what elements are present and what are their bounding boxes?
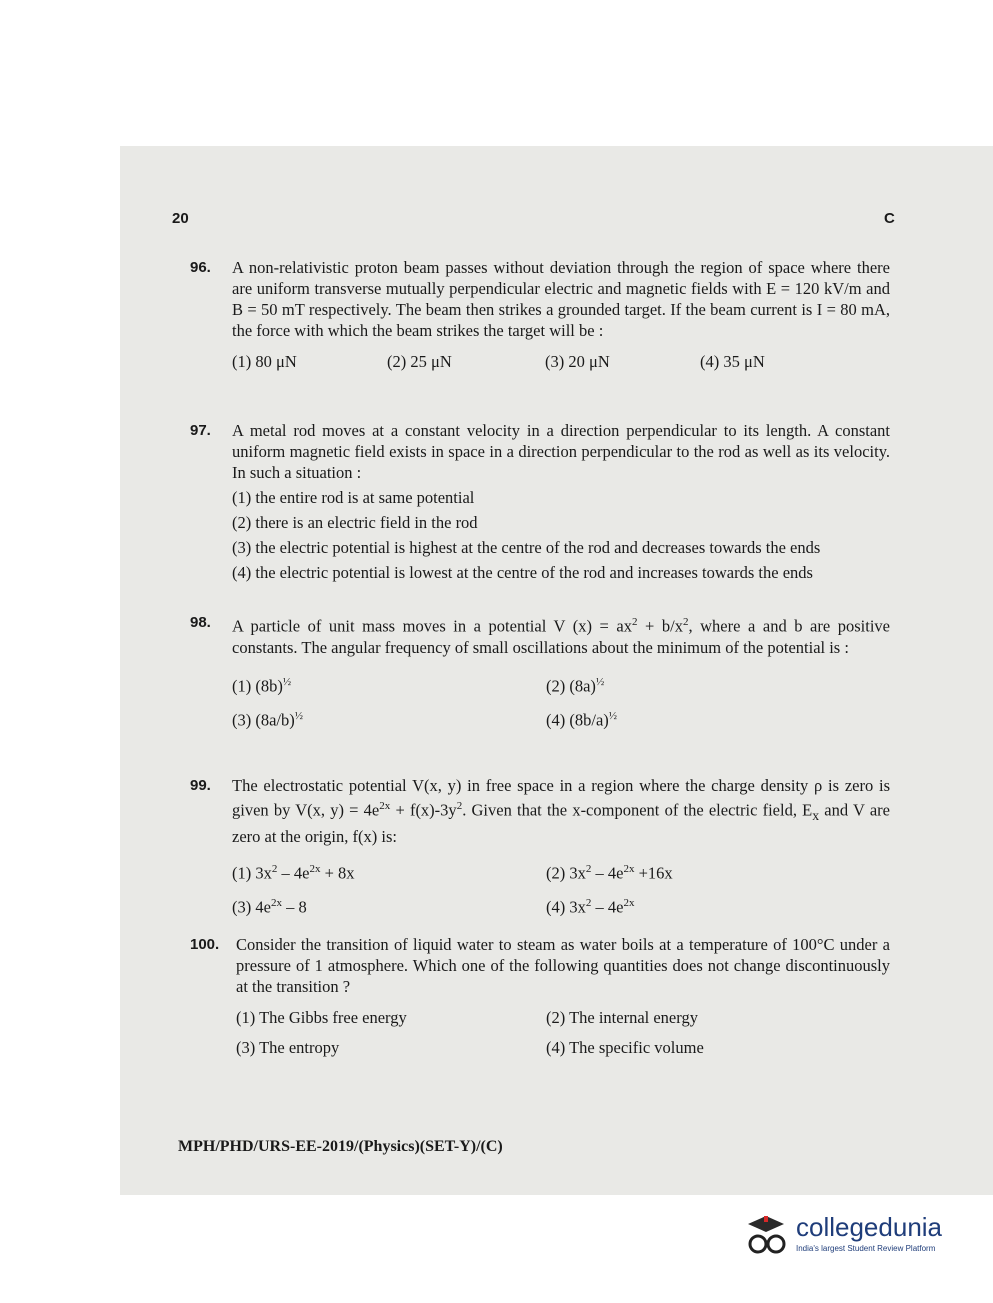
option-2: (2) The internal energy: [546, 1008, 698, 1027]
option-1: (1) The Gibbs free energy: [236, 1008, 407, 1027]
option-2: (2) 25 μN: [387, 352, 452, 371]
option-1: (1) $(8b)^{\frac{1}{2}}$: [232, 675, 292, 695]
option-3: (3) The entropy: [236, 1038, 340, 1057]
option-3: (3) the electric potential is highest at the centre of the rod and decreases towards the ends: [232, 538, 821, 557]
logo-tagline: India's largest Student Review Platform: [796, 1244, 936, 1253]
option-4: (4) $(8b/a)^{\frac{1}{2}}$: [546, 709, 618, 729]
question-number: 99.: [190, 777, 211, 794]
question-text: A particle of unit mass moves in a potential V $(x) = ax^2 + b/x^2$, where a and b are positive constants. The angular frequency of small oscillations about the minimum of the potential is :: [232, 616, 890, 657]
option-1: (1) the entire rod is at same potential: [232, 488, 475, 507]
question-text: A metal rod moves at a constant velocity in a direction perpendicular to its length. A constant uniform magnetic field exists in space in a direction perpendicular to the rod as well as its velocity. In such a situation :: [232, 421, 890, 482]
question-number: 97.: [190, 422, 211, 439]
option-2: (2) $(8a)^{\frac{1}{2}}$: [546, 675, 605, 695]
option-4: (4) The specific volume: [546, 1038, 704, 1057]
page-number: 20: [172, 210, 189, 227]
student-mascot-icon: [740, 1210, 792, 1260]
option-2: (2) there is an electric field in the rod: [232, 513, 478, 532]
question-97: [190, 420, 890, 583]
question-number: 96.: [190, 259, 211, 276]
question-98: [190, 612, 890, 734]
set-code: C: [884, 210, 895, 227]
logo-wordmark: collegedunia: [796, 1212, 943, 1242]
question-96: [190, 257, 890, 379]
question-number: 100.: [190, 936, 220, 953]
question-100: [190, 934, 890, 1065]
option-4: (4) $3x^2 - 4e^{2x}$: [546, 896, 635, 917]
option-3: (3) $(8a/b)^{\frac{1}{2}}$: [232, 709, 304, 729]
option-4: (4) 35 μN: [700, 352, 765, 371]
question-text: A non-relativistic proton beam passes without deviation through the region of space where there are uniform transverse mutually perpendicular electric and magnetic fields with E = 120 kV/m and B = 50 mT respectively. The beam then strikes a grounded target. If the beam current is I = 80 mA, the force with which the beam strikes the target will be :: [232, 258, 890, 340]
option-1: (1) 80 μN: [232, 352, 297, 371]
option-1: (1) $3x^2 - 4e^{2x} + 8x$: [232, 862, 355, 883]
collegedunia-logo[interactable]: [740, 1210, 970, 1260]
paper-code: MPH/PHD/URS-EE-2019/(Physics)(SET-Y)/(C): [178, 1138, 503, 1155]
option-3: (3) 20 μN: [545, 352, 610, 371]
question-text: Consider the transition of liquid water to steam as water boils at a temperature of 100°C under a pressure of 1 atmosphere. Which one of the following quantities does not change discontinuously at the transition ?: [236, 935, 890, 996]
option-2: (2) $3x^2 - 4e^{2x} +16x$: [546, 862, 673, 883]
question-99: [190, 775, 890, 921]
option-4: (4) the electric potential is lowest at the centre of the rod and increases towards the ends: [232, 563, 813, 582]
option-3: (3) $4e^{2x} - 8$: [232, 896, 307, 917]
question-number: 98.: [190, 614, 211, 631]
question-text: The electrostatic potential V(x, y) in free space in a region where the charge density ρ is zero is given by V(x, $y) = 4e^{2x} + f(x)-3y^2$. Given that the x-component of the electric field, $E_x$ and V are zero at the origin, f(x) is:: [232, 776, 890, 846]
